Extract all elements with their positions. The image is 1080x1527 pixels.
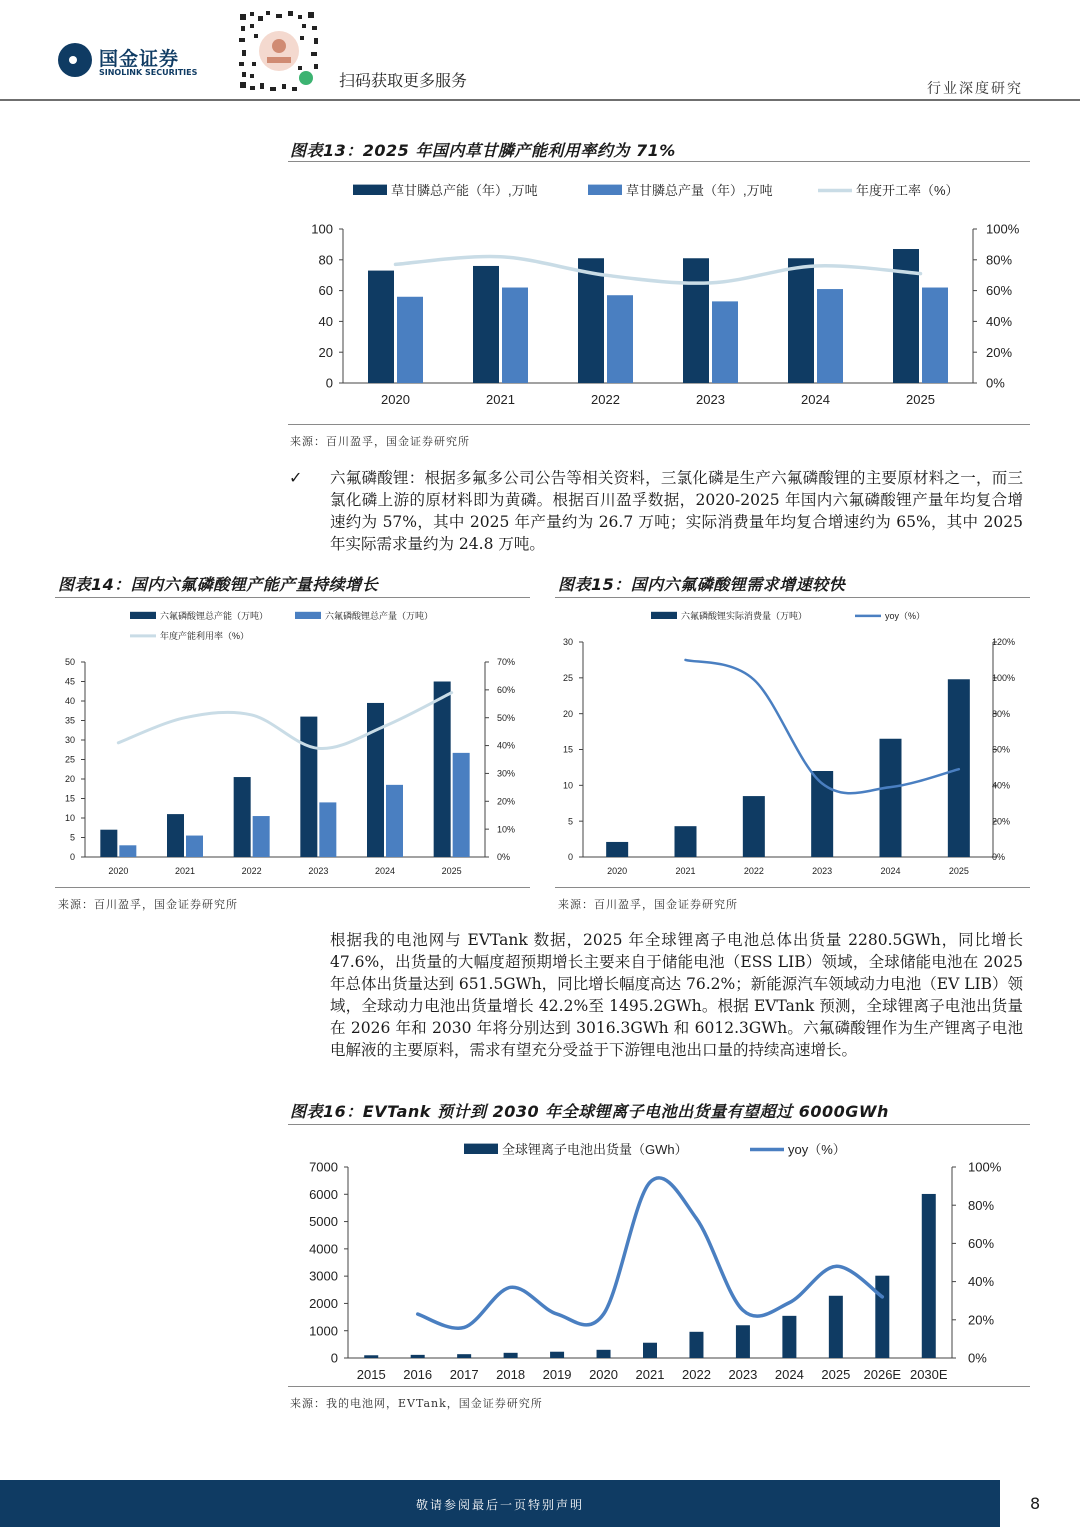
legend-label: 草甘膦总产能（年）,万吨 [391,183,538,198]
right-tick-label: 20% [968,1312,995,1328]
left-tick-label: 7000 [309,1159,338,1175]
bar-primary [743,796,765,857]
figure-13-title: 图表13：2025 年国内草甘膦产能利用率约为 71% [290,141,676,160]
left-tick-label: 60 [318,283,333,299]
paragraph-battery-shipments: 根据我的电池网与 EVTank 数据，2025 年全球锂离子电池总体出货量 2280.5GWh，同比增长 47.6%，出货量的大幅度超预期增长主要来自于储能电池（ESS LIB）领域，全球储能电池在 2025 年总体出货量达到 651.5GWh，同比增长幅度高达 76.2%；新能源汽车领域动力电池（EV LIB）领域，全球动力电池出货量增长 42.2%至 1495.2GWh。根据 EVTank 预测，全球锂离子电池出货量在 2026 年和 2030 年将分别达到 3016.3GWh 和 6012.3GWh。六氟磷酸锂作为生产锂离子电池电解液的主要原料，需求有望充分受益于下游锂电池出口量的持续高速增长。 [330,931,1024,1059]
left-tick-label: 4000 [309,1241,338,1257]
left-tick-label: 25 [562,672,573,683]
x-tick-label: 2023 [812,866,833,876]
bar-primary [675,826,697,857]
series-line [418,1178,883,1328]
sinolink-logo-icon [57,42,93,78]
figure-16-chart [288,1132,1030,1386]
right-tick-label: 0% [497,852,511,863]
left-tick-label: 5 [567,816,573,827]
left-tick-label: 40 [64,696,75,707]
right-tick-label: 80% [986,252,1013,268]
x-tick-label: 2020 [589,1367,618,1382]
right-tick-label: 40% [986,313,1013,329]
qr-code-icon[interactable] [236,8,322,94]
x-tick-label: 2022 [241,866,262,876]
x-tick-label: 2023 [308,866,329,876]
bar-primary [234,777,251,857]
x-tick-label: 2015 [356,1367,386,1382]
right-tick-label: 40% [497,740,516,751]
right-tick-label: 60% [986,283,1013,299]
bar-primary [504,1353,518,1358]
left-tick-label: 0 [567,852,573,863]
legend-label: 六氟磷酸锂总产量（万吨） [325,611,434,621]
left-tick-label: 15 [562,744,573,755]
logo-chinese-name: 国金证券 [99,48,180,70]
figure-16-title: 图表16：EVTank 预计到 2030 年全球锂离子电池出货量有望超过 6000GWh [290,1102,889,1121]
figure-16-top-rule [288,1124,1030,1125]
left-tick-label: 2000 [309,1295,338,1311]
left-tick-label: 100 [311,221,333,237]
figure-14-top-rule [55,597,530,598]
x-tick-label: 2030E [909,1367,948,1382]
legend-label: yoy（%） [885,611,926,621]
right-tick-label: 60% [992,744,1011,755]
bar-primary [364,1355,378,1358]
legend-bar-swatch [353,185,387,195]
x-tick-label: 2021 [174,866,196,876]
bar-secondary [319,802,336,857]
x-tick-label: 2024 [880,866,901,876]
bar-primary [829,1296,843,1358]
figure-14-source: 来源：百川盈孚，国金证券研究所 [58,898,238,911]
x-tick-label: 2023 [696,392,725,407]
left-tick-label: 15 [64,793,75,804]
figure-13-top-rule [288,161,1030,162]
series-line [118,693,451,749]
bar-secondary [253,816,270,857]
bar-primary [434,682,451,858]
bar-primary [880,739,902,857]
right-tick-label: 100% [986,221,1020,237]
right-tick-label: 0% [968,1350,987,1366]
right-tick-label: 40% [968,1274,995,1290]
legend-bar-swatch [588,185,622,195]
bar-primary [736,1325,750,1358]
left-tick-label: 1000 [309,1323,338,1339]
left-tick-label: 0 [330,1350,338,1366]
legend-bar-swatch [130,612,156,619]
x-tick-label: 2021 [675,866,696,876]
legend-label: 全球锂离子电池出货量（GWh） [502,1142,688,1157]
left-tick-label: 50 [64,657,75,668]
left-tick-label: 10 [562,780,573,791]
checkmark-icon: ✓ [289,468,303,487]
left-tick-label: 35 [64,715,75,726]
figure-15-top-rule [555,597,1030,598]
bar-secondary [502,288,528,383]
paragraph-lipf6-overview: 六氟磷酸锂：根据多氟多公司公告等相关资料，三氯化磷是生产六氟磷酸锂的主要原材料之一，而三氯化磷上游的原材料即为黄磷。根据百川盈孚数据，2020-2025 年国内六氟磷酸锂产量年均复合增速约为 57%，其中 2025 年产量约为 26.7 万吨；实际消费量年均复合增速约为 65%，其中 2025 年实际需求量约为 24.8 万吨。 [330,469,1023,553]
bar-primary [875,1276,889,1358]
left-tick-label: 5 [69,832,75,843]
bar-primary [788,258,814,383]
legend-label: yoy（%） [788,1142,846,1157]
figure-13-chart [288,170,1030,420]
bar-primary [689,1332,703,1358]
bar-secondary [607,295,633,383]
left-tick-label: 40 [318,313,333,329]
right-tick-label: 100% [968,1159,1002,1175]
figure-14-title: 图表14：国内六氟磷酸锂产能产量持续增长 [58,575,379,594]
scan-for-services-text: 扫码获取更多服务 [339,71,468,90]
left-tick-label: 80 [318,252,333,268]
left-tick-label: 25 [64,754,75,765]
right-tick-label: 30% [497,768,516,779]
x-tick-label: 2017 [449,1367,479,1382]
header-divider [0,99,1080,101]
right-tick-label: 0% [986,375,1005,391]
x-tick-label: 2022 [591,392,620,407]
right-tick-label: 50% [497,712,516,723]
x-tick-label: 2016 [403,1367,433,1382]
right-tick-label: 80% [968,1197,995,1213]
x-tick-label: 2020 [381,392,410,407]
left-tick-label: 20 [562,708,573,719]
figure-16-bottom-rule [288,1386,1030,1387]
x-tick-label: 2026E [863,1367,902,1382]
bar-primary [411,1355,425,1358]
bar-primary [683,258,709,383]
left-tick-label: 0 [325,375,333,391]
x-tick-label: 2025 [441,866,462,876]
left-tick-label: 20 [64,774,75,785]
x-tick-label: 2022 [682,1367,711,1382]
right-tick-label: 120% [992,637,1016,648]
bar-secondary [453,753,470,857]
bar-secondary [397,297,423,383]
bar-secondary [817,289,843,383]
x-tick-label: 2021 [486,392,515,407]
figure-13-source: 来源：百川盈孚，国金证券研究所 [290,435,470,448]
x-tick-label: 2023 [728,1367,758,1382]
right-tick-label: 70% [497,657,516,668]
figure-15-title: 图表15：国内六氟磷酸锂需求增速较快 [558,575,846,594]
bar-primary [457,1354,471,1358]
figure-15-bottom-rule [555,887,1030,888]
bar-primary [782,1316,796,1358]
right-tick-label: 40% [992,780,1011,791]
page-header [0,0,1080,101]
bar-primary [368,271,394,383]
bar-primary [550,1352,564,1358]
left-tick-label: 30 [562,637,573,648]
figure-14-chart [55,605,530,885]
bar-primary [578,258,604,383]
x-tick-label: 2019 [542,1367,572,1382]
legend-bar-swatch [651,612,677,619]
left-tick-label: 45 [64,676,75,687]
figure-14-bottom-rule [55,887,530,888]
left-tick-label: 10 [64,813,75,824]
bar-primary [893,249,919,383]
figure-15-chart [555,605,1030,885]
x-tick-label: 2024 [801,392,830,407]
bar-primary [606,842,628,857]
legend-bar-swatch [464,1144,498,1154]
right-tick-label: 10% [497,824,516,835]
figure-16-source: 来源：我的电池网，EVTank，国金证券研究所 [290,1397,543,1410]
x-tick-label: 2020 [607,866,628,876]
right-tick-label: 20% [497,796,516,807]
x-tick-label: 2025 [906,392,935,407]
page-number: 8 [1030,1494,1041,1513]
bar-primary [597,1350,611,1358]
legend-label: 年度产能利用率（%） [160,631,250,641]
x-tick-label: 2024 [374,866,396,876]
x-tick-label: 2024 [774,1367,804,1382]
legend-label: 草甘膦总产量（年）,万吨 [626,183,773,198]
right-tick-label: 20% [992,816,1011,827]
x-tick-label: 2025 [948,866,969,876]
x-tick-label: 2025 [821,1367,851,1382]
right-tick-label: 80% [992,708,1011,719]
bar-primary [300,717,317,857]
right-tick-label: 60% [497,685,516,696]
right-tick-label: 100% [992,672,1016,683]
left-tick-label: 6000 [309,1186,338,1202]
bar-secondary [186,836,203,857]
x-tick-label: 2018 [496,1367,526,1382]
bar-primary [473,266,499,383]
legend-label: 六氟磷酸锂实际消费量（万吨） [681,611,808,621]
legend-label: 年度开工率（%） [856,183,959,198]
left-tick-label: 30 [64,735,75,746]
left-tick-label: 3000 [309,1268,338,1284]
bar-primary [922,1194,936,1358]
x-tick-label: 2021 [635,1367,665,1382]
bar-primary [100,830,117,857]
right-tick-label: 20% [986,344,1013,360]
bar-secondary [386,785,403,857]
left-tick-label: 20 [318,344,333,360]
bar-secondary [712,301,738,383]
footer-disclaimer[interactable]: 敬请参阅最后一页特别声明 [415,1498,584,1512]
legend-label: 六氟磷酸锂总产能（万吨） [160,611,269,621]
bar-primary [167,814,184,857]
right-tick-label: 0% [992,852,1006,863]
figure-13-bottom-rule [288,424,1030,425]
left-tick-label: 0 [69,852,75,863]
bar-primary [643,1343,657,1358]
x-tick-label: 2022 [743,866,764,876]
right-tick-label: 60% [968,1235,995,1251]
figure-15-source: 来源：百川盈孚，国金证券研究所 [558,898,738,911]
bar-secondary [119,845,136,857]
logo-english-name: SINOLINK SECURITIES [99,68,198,77]
left-tick-label: 5000 [309,1214,338,1230]
bar-secondary [922,288,948,383]
company-logo [57,42,207,82]
legend-bar-swatch [295,612,321,619]
x-tick-label: 2020 [108,866,129,876]
report-type-label: 行业深度研究 [927,81,1023,97]
